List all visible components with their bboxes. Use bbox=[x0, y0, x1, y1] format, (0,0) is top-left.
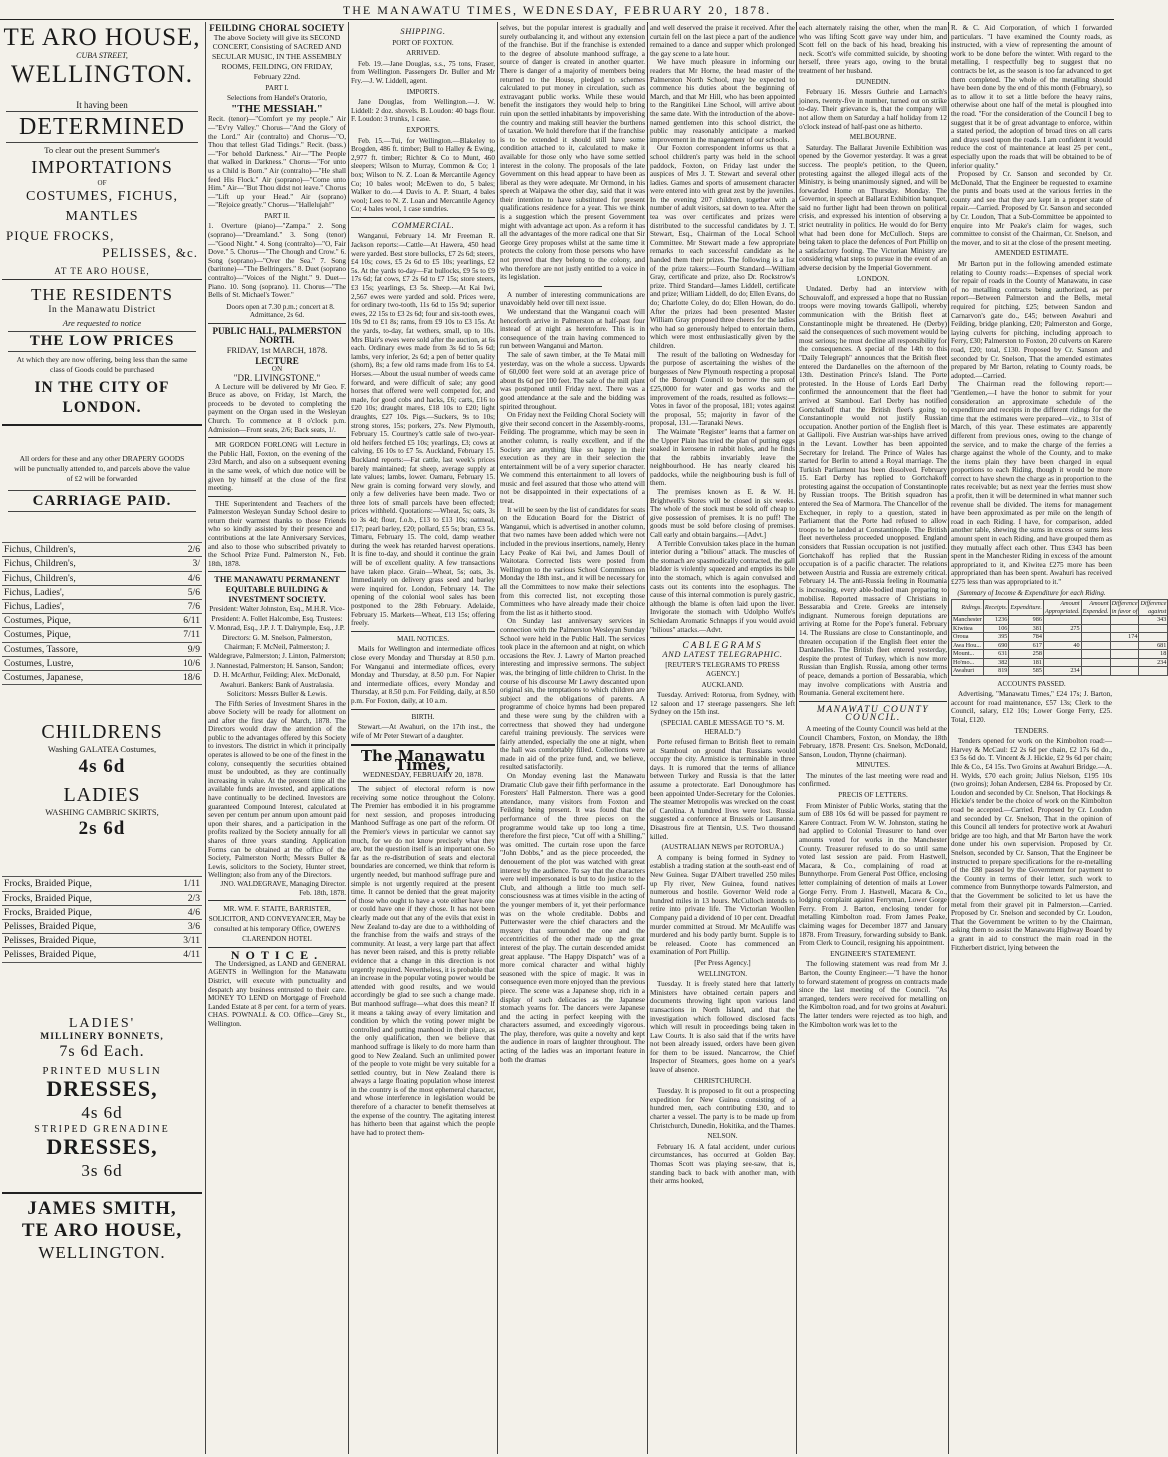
ad-james-smith: JAMES SMITH, bbox=[27, 1198, 177, 1220]
ad-dresses: DRESSES, bbox=[46, 1075, 158, 1101]
price-item-price: 4/6 bbox=[187, 572, 200, 584]
ad-house-name: TE ARO HOUSE, bbox=[3, 24, 201, 51]
price-item-name: Fichus, Children's, bbox=[4, 558, 76, 570]
price-list-fichus bbox=[2, 542, 202, 685]
paper-date: WEDNESDAY, FEBRUARY 20, 1878. bbox=[351, 771, 495, 783]
price-list-item bbox=[2, 877, 202, 891]
price-list-item bbox=[2, 600, 202, 614]
table-cell: 617 bbox=[1009, 641, 1044, 650]
notice-title: NOTICE. bbox=[230, 948, 324, 963]
column-rule bbox=[497, 22, 498, 1454]
table-cell: Oroua bbox=[952, 633, 984, 642]
table-cell bbox=[1081, 633, 1110, 642]
price-item-price: 3/11 bbox=[183, 935, 200, 947]
ad-of: OF bbox=[97, 178, 107, 187]
dunedin-label: DUNEDIN. bbox=[855, 77, 891, 86]
section-shipping: SHIPPING. bbox=[400, 27, 446, 36]
price-item-price: 6/11 bbox=[183, 615, 200, 627]
table-header-cell: Expenditure. bbox=[1009, 600, 1044, 616]
paper-title: The Manawatu Times, bbox=[360, 747, 486, 774]
ad-at-te-aro: AT TE ARO HOUSE, bbox=[54, 266, 150, 277]
price-item-name: Fichus, Children's, bbox=[4, 544, 76, 556]
birth-text: Stewart.—At Awahuri, on the 17th inst., the wife of Mr Peter Stewart of a daughter. bbox=[351, 723, 495, 740]
ad-pelisses: PELISSES, &c. bbox=[102, 245, 198, 261]
price-list-item bbox=[2, 614, 202, 628]
price-item-price: 4/11 bbox=[183, 949, 200, 961]
table-cell: 681 bbox=[1139, 641, 1168, 650]
ad-price-grenadine: 3s 6d bbox=[81, 1161, 123, 1181]
exports-text: Feb. 15.—Tui, for Wellington.—Blakeley to Brogden, 486 ft. timber; Bull to Halley & Ewing, 2,977 ft. timber; Richter & Co to Munt, 460 sleepers; Wilson to Murray, Common & Co; 1 box; Wilson to N. Z. Loan & Mercantile Agency Co; 10 bales wool; McEwen to do, 5 bales; Walker to do.—4 Davis to A. P. Stuart, 4 bales wool; Lees to N. Z. Loan and Mercantile Agency Co; 4 bales wool, 1 case sundries. bbox=[351, 136, 495, 214]
price-item-name: Frocks, Braided Pique, bbox=[4, 906, 92, 918]
precis-label: PRECIS OF LETTERS. bbox=[838, 791, 908, 800]
ad-city: WELLINGTON. bbox=[10, 60, 194, 88]
table-cell bbox=[1110, 641, 1139, 650]
table-cell: Awahuri bbox=[952, 667, 984, 676]
table-cell bbox=[1110, 616, 1139, 625]
table-cell: 18 bbox=[1139, 650, 1168, 659]
price-item-name: Costumes, Japanese, bbox=[4, 671, 84, 683]
mail-label: MAIL NOTICES. bbox=[396, 634, 450, 643]
on-label: ON bbox=[271, 365, 283, 374]
price-list-item bbox=[2, 543, 202, 557]
london-text: Undated. Derby had an interview with Schouvaloff, and expressed a hope that no Russian troops were moving towards Gallipoli, whereby communication with the British fleet at Constantinople might be threatened. He (Derby) said the consequences of such movement would be most serious; he must decline all responsibility for the consequences. A special of the 14th to this "Daily Telegraph" announces that the British fleet entered the Dardanelles on the afternoon of the 13th. Destination Prince's Island. The Porte protested. In the House of Lords Earl Derby confirmed the announcement that the fleet had arrived at Stamboul. Earl Derby has notified Gortchakoff that the British fleet's going to Constantinople would not justify Russian occupation. Another portion of the English fleet is at Gallipoli. Five Austrian war-ships have arrived in the Levant. Lowther has been appointed Secretary for Ireland. The Prince of Wales has started for Berlin to attend a Royal marriage. The Turkish Parliament has been dissolved. February 15. Earl Derby has replied to Gortchakoff protesting against the occupation of Constantinople by Russian troops. The British squadron has entered the Sea of Marmora. The Chancellor of the Exchequer, in reply to a question, stated in Parliament that the Porte had refused to allow troops to be landed at Constantinople. The British fleet nevertheless proceeded unopposed. England considers that Russian occupation is not justified. Gortchakoff has replied that the Russian occupation is of a pacific character. The relations between Austria and Russia are extremely critical. February 14. The anti-Russia feeling in Roumania is increasing, every able-bodied man preparing to mobilise. Reported massacre of Christians in Bessarabia and Crete. Greeks are intensely indignant. Numerous foreign deputations are arriving at Rome for the Pope's funeral. February 14. The Russians are close to Constantinople, and threaten occupation if the English fleet enter the Dardanelles. The British fleet entered yesterday, despite the protest of Turkey, which is now more Russian than English. Russia, among other terms of peace, demands a portion of Bessarabia, which may involve complications with Austria and Roumania. General excitement here. bbox=[799, 285, 947, 698]
special-label: (SPECIAL CABLE MESSAGE TO "S. M. HERALD.") bbox=[660, 718, 785, 736]
table-cell bbox=[1110, 658, 1139, 667]
table-header-cell: Amount Expended. bbox=[1082, 600, 1109, 615]
price-item-name: Costumes, Pique, bbox=[4, 629, 71, 641]
divider bbox=[2, 1192, 202, 1194]
table-cell: Manchester bbox=[953, 616, 982, 624]
ad-price-cambric: 2s 6d bbox=[78, 818, 126, 840]
australian-label: (AUSTRALIAN NEWS per ROTORUA.) bbox=[661, 843, 784, 852]
price-item-price: 3/ bbox=[192, 558, 200, 570]
ad-childrens: CHILDRENS bbox=[41, 721, 163, 744]
table-cell: Mount... bbox=[952, 650, 984, 659]
text-continued: R. & C. Aid Corporation, of which I forwarded particulars. "I have examined the County roads, as instructed, with a view of representing the amount of work to be done before the winter. With regard to the metalling, I respectfully beg to suggest that no contracts be let, as the season is too far advanced to get them completed. The whole of the metalling should have been done by the end of this month (February), so as to allow it to set a little before the heavy rains, otherwise about one half of the metal is ploughed into the road. "For the consideration of the Council I beg to suggest that it be of great advantage to enforce, within a stated period, the adoption of broad tires on all carts and drays used upon the roads. I am confident it would reduce the cost of maintenance at least 25 per cent., especially upon the roads that will be obtained to be of inferior quality." bbox=[951, 24, 1112, 170]
table-cell bbox=[1043, 658, 1081, 667]
table-cell: 395 bbox=[983, 633, 1009, 642]
lecture-text: A Lecture will be delivered by Mr Geo. F. Bruce as above, on Friday, 1st March, the proceeds to be devoted to completing the payment on the Organ used in the Wesleyan Church. To commence at 8 o'clock p.m. Admission—Front seats, 2/6; Back seats, 1/. bbox=[208, 382, 346, 434]
hall-title: PUBLIC HALL, PALMERSTON NORTH. bbox=[212, 326, 342, 345]
ad-carriage-paid: CARRIAGE PAID. bbox=[8, 490, 196, 512]
nelson-label: NELSON. bbox=[707, 1132, 738, 1141]
ad-importations: IMPORTATIONS bbox=[31, 156, 173, 177]
local-notice-1: A number of interesting communications are unavoidably held over till next issue. bbox=[500, 290, 645, 308]
ad-street: CUBA STREET, bbox=[76, 51, 128, 60]
price-item-price: 2/6 bbox=[187, 544, 200, 556]
table-row bbox=[952, 667, 1168, 676]
table-cell bbox=[1081, 667, 1110, 676]
section-council: MANAWATU COUNTY COUNCIL. bbox=[816, 704, 930, 724]
section-cablegrams: CABLEGRAMS bbox=[682, 641, 763, 652]
ad-residents: THE RESIDENTS bbox=[31, 284, 173, 304]
melbourne-text: Saturday. The Ballarat Juvenile Exhibition was opened by the Governor yesterday. It was a great success. The people's petition, to the Queen, protesting against the alleged illegal acts of the Ministry, is being unanimously signed, and will be forwarded Home on Thursday. Monday. The Governor, in speech at Ballarat Exhibition banquet, said no further light had been thrown on political crisis, and expressed his intention of observing a strict neutrality in politics. He would do for Berry what had been done for McCulloch. Steps are being taken to place the defences of Port Phillip on a satisfactory footing. The Victorian Ministry are considering what steps to pursue in the event of an adverse decision by the Imperial Government. bbox=[799, 143, 947, 273]
divider bbox=[208, 323, 346, 324]
section-commercial: COMMERCIAL. bbox=[391, 220, 455, 230]
table-cell bbox=[1081, 641, 1110, 650]
table-cell bbox=[1081, 616, 1110, 625]
table-cell: 631 bbox=[983, 650, 1009, 659]
society-text: The Fifth Series of Investment Shares in the above Society will be ready for allotment on and after the first day of March, 1878. The Directors would draw the attention of the public to the advantages offered by this Society to investors. The district in which it principally operates is allowed to be one of the finest in the colony, consequently the securities obtained must be undoubted, as they are continually increasing in value. At the present time all the available funds are invested, and applications have continually to be declined. Investors are guaranteed Compound Interest, calculated at seven per centum per annum upon amount paid upon their shares, and a participation in the profits realized by the Society annually for all shares of three years standing. Application Forms can be obtained at the office of the Society, Palmerston North; Messrs Buller & Lewis, solicitors to the Society, Hunter street, Wellington; also from any of the Directors. bbox=[208, 699, 346, 880]
table-cell: 275 bbox=[1043, 624, 1081, 633]
press-label: [Per Press Agency.] bbox=[694, 958, 751, 967]
table-cell: 585 bbox=[1009, 667, 1044, 676]
melbourne-label: MELBOURNE. bbox=[849, 133, 897, 142]
imports-text: Jane Douglas, from Wellington.—J. W. Liddell: 2 doz. shovels. B. Loudon: 40 bags flour. F. Loudon: 3 trunks, 1 case. bbox=[351, 98, 495, 124]
price-item-price: 9/9 bbox=[187, 643, 200, 655]
part-2-label: PART II. bbox=[264, 211, 290, 220]
staite-notice: MR. WM. F. STAITE, BARRISTER, SOLICITOR, AND CONVEYANCER, May be consulted at his temporary Office, OWEN'S CLARENDON HOTEL bbox=[208, 905, 346, 944]
column-1-advertisement bbox=[2, 24, 202, 1452]
divider bbox=[650, 637, 795, 638]
section-latest: AND LATEST TELEGRAPHIC. bbox=[662, 649, 783, 659]
table-cell bbox=[1110, 650, 1139, 659]
divider bbox=[208, 571, 346, 572]
table-cell bbox=[1043, 650, 1081, 659]
table-cell bbox=[1139, 633, 1168, 642]
table-cell: 40 bbox=[1043, 641, 1081, 650]
london-label: LONDON. bbox=[856, 274, 890, 283]
table-cell bbox=[1139, 667, 1168, 676]
table-header-cell: Ridings. bbox=[952, 600, 984, 616]
local-notice-schools: We have much pleasure in informing our readers that Mr Horne, the head master of the Palmerston North School, may be expected to commence his duties about the beginning of March, and that Mr Hill, who has been appointed to the Rangitikei Line School, will arrive about the same date. With the introduction of the above-named gentlemen into this school district, the public may reasonably anticipate a marked improvement in the management of our schools. bbox=[650, 58, 795, 144]
tenders-text: Tenders opened for work on the Kimbolton road:—Harvey & McCaul: £2 2s 6d per chain, £2 17s 6d do., £3 5s 6d do. T. Vincent & J. Hickie, £2 9s 6d per chain; Ihle & Co., £4 15s. Two Groins at Awahuri Bridge.—A. H. Wylds, £70 each groin; Julius Nielson, £195 10s (two groins); Johan Andersen, £284 6s. Proposed by Cr. Loudon and seconded by Cr. Snelson, That Hockings & Hickie's tender be the choice of work on the Kimbolton road be accepted.—Carried. Proposed by Cr. Loudon and seconded by Cr. Snelson, That in the opinion of this Council all tenders for protective work at Awahuri bridge are too high, and that Mr Barton have the work done under his own supervision. Proposed by Cr. Snelson, seconded by Cr. Sanson, That the Engineer be instructed to prepare specifications for the re-metalling of the £88 passed by the Government for payment to the County in terms of their letter, such work to commence from Bunnythorpe towards Palmerston, and that the Government be solicited to let us have the metal from their gravel pit in Palmerston.—Carried. Proposed by Cr. Snelson and seconded by Cr. Loudon, That the Government be written to by the Chairman, asking them to assist the Manawatu Highway Board by a grant in aid to construct the main road in the Fitzherbert district, lying between the bbox=[951, 737, 1112, 952]
price-item-name: Fichus, Children's, bbox=[4, 572, 76, 584]
table-header-cell: Amount Appropriated. bbox=[1044, 600, 1080, 615]
table-cell: 690 bbox=[983, 641, 1009, 650]
part-1-label: PART I. bbox=[265, 83, 289, 92]
forlong-notice: MR GORDON FORLONG will Lecture in the Public Hall, Foxton, on the evening of the 23rd March, and also on a subsequent evening in the same week, of which due notice will be given by himself at the close of the first meeting. bbox=[208, 441, 346, 493]
price-list-item bbox=[2, 628, 202, 642]
ad-city-london: IN THE CITY OF LONDON. bbox=[34, 379, 170, 417]
table-cell: 382 bbox=[983, 658, 1009, 667]
messiah-title: "THE MESSIAH." bbox=[231, 102, 323, 115]
table-cell bbox=[1110, 667, 1139, 676]
doors-open: Doors open at 7.30 p.m.; concert at 8. Admittance, 2s 6d. bbox=[226, 302, 335, 320]
amended-label: AMENDED ESTIMATE. bbox=[994, 249, 1069, 258]
ad-price-galatea: 4s 6d bbox=[78, 755, 126, 777]
divider bbox=[208, 496, 346, 497]
arrived-text: Feb. 19.—Jane Douglas, s.s., 75 tons, Fraser, from Wellington. Passengers Dr. Buller and Mr Fry.—J. W. Liddell, agent. bbox=[351, 59, 495, 85]
ad-at-which: At which they are now offering, being less than the same class of Goods could be purchased bbox=[16, 355, 188, 375]
ad-to-clear: To clear out the present Summer's bbox=[44, 145, 160, 156]
price-item-price: 5/6 bbox=[187, 586, 200, 598]
ad-requested: Are requested to notice bbox=[62, 317, 142, 328]
price-list-frocks bbox=[2, 876, 202, 962]
accounts-label: ACCOUNTS PASSED. bbox=[997, 679, 1066, 688]
divider bbox=[2, 424, 202, 426]
table-row bbox=[952, 650, 1168, 659]
table-row bbox=[952, 616, 1168, 625]
special-text: Porte refused firman to British fleet to remain at Stamboul on ground that Russians would occupy the city. Armistice is terminable in three days. It is rumored that the terms of alliance between Turkey and Russia is that the latter assume a protectorate. Earl Donoughmore has been appointed Under-Secretary for the Colonies. The steamer Metropolis was wrecked on the coast of Carolina. A hundred lives were lost. Russia suggested a conference at Brussels or Lausanne. Disastrous fire at Tientsin, U.S. Two thousand killed. bbox=[650, 738, 795, 841]
price-list-item bbox=[2, 557, 202, 571]
table-cell: 1236 bbox=[983, 616, 1009, 625]
table-cell: 174 bbox=[1110, 633, 1139, 642]
column-5-telegraphic bbox=[650, 24, 795, 1452]
price-list-item bbox=[2, 920, 202, 934]
society-officers: President: Walter Johnston, Esq., M.H.R. Vice-President: A. Follet Halcombe, Esq. Trustees: V. Monrad, Esq., J.P. J. T. Dalrymple, Esq., J.P. Directors: G. M. Snelson, Palmerston, Chairman; F. McNeil, Palmerston; J. Waldegrave, Palmerston; J. Linton, Palmerston; J. Nannestad, Palmerston; H. Sanson, Sandon; D. H. McArthur, Feilding; Alex. McDonald, Awahuri. Bankers: Bank of Australasia. Solicitors: Messrs Buller & Lewis. bbox=[208, 605, 346, 699]
price-item-price: 3/6 bbox=[187, 920, 200, 932]
price-item-name: Frocks, Braided Pique, bbox=[4, 878, 92, 890]
auckland-label: AUCKLAND. bbox=[701, 680, 744, 689]
price-list-item bbox=[2, 572, 202, 586]
column-7-council-cont bbox=[951, 24, 1167, 1452]
reuter-label: [REUTER'S TELEGRAMS TO PRESS AGENCY.] bbox=[665, 661, 780, 678]
price-item-price: 18/6 bbox=[182, 671, 200, 683]
column-2-notices bbox=[208, 24, 346, 1452]
engineer-text: The following statement was read from Mr J. Barton, the County Engineer:—"I have the honor to forward statement of progress on contracts made since the last meeting of the Council. "As arranged, tenders were received for metalling on the Kimbolton road, and for two groins at Awahuri. The latter tenders were rejected as too high, and the Kimbolton work was let to the bbox=[799, 960, 947, 1029]
mail-text: Mails for Wellington and intermediate offices close every Monday and Thursday at 8.50 p.m. For Wanganui and intermediate offices, every Monday and Thursday, at 8.50 p.m. For Napier and intermediate offices, every Monday and Thursday, at 8.50 p.m. For Feilding, daily, at 8.50 p.m. For Foxton, daily, at 10 a.m. bbox=[351, 645, 495, 705]
ad-determined: DETERMINED bbox=[6, 111, 198, 143]
society-title: THE MANAWATU PERMANENT EQUITABLE BUILDING & INVESTMENT SOCIETY. bbox=[214, 575, 340, 605]
divider bbox=[208, 437, 346, 438]
commercial-text: Wanganui, February 14. Mr Freeman R. Jackson reports:—Cattle—At Hawera, 450 head were yarded. Best store bullocks, £7 2s 6d; steers, £4 10s; cows, £5 2s 6d to £5 10s; yearlings, £2 5s. At the yards to-day—Fat bullocks, £9 5s to £9 17s 6d; fat cows, £7 2s 6d to £7 15s; store steers, £3 15s; yearlings, £3 5s. Sheep.—At Kai Iwi, 2,567 ewes were yarded and sold. Prices were, for ordinary two-tooth, 11s 6d to 15s 9d; superior ewes, 22 15s to £3 2s 6d; four and six-tooth ewes, 10s 9d to £1 8s; rams, from £9 10s to £3 15s. At the yards, to-day, fat wethers, small, up to 10s. Mrs Blair's ewes were sold after the auction, at 6s each. Ordinary ewes made from 3s 6d to 5s 6d; lambs, very inferior, 2s 6d; a pen of better quality (shorn), 8s; a few old rams made from 16s to £4. Horses.—About the usual number of weeds came forward, and were difficult of sale; any good horses that offered were well competed for, and made, for good cobs and hacks, £6; carts, £16 to £20 10s; draught mares, £18 10s to £20; light draughts, £27 10s. Pigs.—Suckers, 9s to 10s; strong stores, 15s; porkers, 27s. New Plymouth, February 15. Courtney's cattle sale of two-year-old heifers fetched £5 10s; yearlings, £3; cows at calving, £6 10s to £7 5s. Auckland, February 15. Buckland reports:—Fat cattle, last week's prices barely maintained; fat sheep, average supply at late values; lambs, lower. Oamaru, February 15. New grain is coming forward very slowly, and only a few deliveries have been made. Two or three lots of small parcels have been effected; prices withheld. Quotations:—Wheat, 5s; oats, 3s to 3s 4d; flour, f.o.b., £13 to £13 10s; oatmeal, £17; pearl barley, £20; pollard, £5 5s; bran, £3 5s. Timaru, February 15. The cold, damp weather during the week has retarded harvest operations. It is fine to-day, and should it continue the grain will be of excellent quality. A few transactions have taken place. Grain—Wheat, 5s; oats, 3s. Immediately on delivery grass seed and barley were inquired for. London, February 14. The opening of the colonial wool sales has been postponed to the 28th February. Adelaide, February 15. Markets—Wheat, £13 15s; offering freely. bbox=[351, 232, 495, 628]
divider bbox=[544, 286, 602, 287]
notice-text: The Undersigned, as LAND and GENERAL AGENTS in Wellington for the Manawatu District, will execute with punctuality and despatch any business entrusted to their care. MONEY TO LEND on Mortgage of Freehold Landed Estate at 8 per cent. for a term of years. CHAS. POWNALL & CO. Office—Grey St., Wellington. bbox=[208, 959, 346, 1028]
table-cell: 819 bbox=[983, 667, 1009, 676]
wellington-text: Tuesday. It is freely stated here that latterly Ministers have obtained certain papers and documents throwing light upon various land transactions in North Island, and that the investigation which followed disclosed facts which will result in proceedings being taken in Law Courts. It is also said that if the writs have not been already issued, orders have been given for them to be issued. Nancarrow, the Chief Inspector of Steamers, goes home on a year's leave of absence. bbox=[650, 980, 795, 1075]
ad-it-having: It having been bbox=[76, 99, 128, 110]
selections-label: Selections from Handel's Oratorio, bbox=[227, 94, 327, 103]
council-motions: Proposed by Cr. Sanson and seconded by Cr. McDonald, That the Engineer be requested to examine the punts and boats used at the various ferries in the county and see that they are kept in a proper state of repair.—Carried. Proposed by Cr. Sanson and seconded by Cr. Loudon, That a Sub-Committee be appointed to enquire into Mr Peake's claim for wages, such committee to consist of the Chairman, Cr. Snelson, and the mover, and to sit at the close of the present meeting. bbox=[951, 170, 1112, 247]
editorial-text: The subject of electoral reform is now receiving some notice throughout the Colony. The Premier has embodied it in his programme for next session, and proposes introducing Manhood Suffrage as one part of the reform. Of the Premier's views in particular we cannot say much, for we do not know precisely what they are, but the question itself is an important one. So far as the re-distribution of seats and electoral boundaries are concerned, we think that reform is urgently needed, but manhood suffrage pure and simple is not urgently required at the present time. It cannot be denied that the great majority of those who ought to have a vote either have one or could have one if they chose. It has not been clearly made out that any of the evils that exist in New Zealand to-day are due to a withholding of the franchise from the waifs and strays of the community. At least, a very large part that affect has never been raised, and this is pretty reliable evidence that a change in this direction is not urgently required. Nevertheless, it is probable that an increase in the popular voting power would be attended with good results, and we would accordingly be glad to see such a change made. But manhood suffrage—what does this mean? If it means a taking away of every limitation and condition by which the voting power might be controlled and putting manhood in their place, as the only qualification, then we believe that manhood suffrage is likely to do more harm than good to New Zealand. Such an unlimited power of the people to vote might be very suitable for a settled country, but in New Zealand there is always a large floating population whose interest in the country is of the most ephemeral character, and whose interference in legislation would be therefore of a character to benefit themselves at the expense of the country. The agitating interest has hitherto been that against which the people have had to protect them- bbox=[351, 785, 495, 1137]
wellington-label: WELLINGTON. bbox=[697, 969, 748, 978]
table-cell bbox=[1043, 616, 1081, 625]
divider bbox=[799, 701, 947, 702]
council-text: A meeting of the County Council was held at the Council Chambers, Foxton, on Monday, the 18th February, 1878. Present: Crs. Snelson, McDonald, Sanson, Loudon, Thynne (chairman). bbox=[799, 724, 947, 759]
exports-label: EXPORTS. bbox=[406, 125, 440, 134]
auckland-text: Tuesday. Arrived: Rotorua, from Sydney, with 12 saloon and 17 steerage passengers. She left Sydney on the 15th inst. bbox=[650, 691, 795, 717]
choral-title: FEILDING CHORAL SOCIETY bbox=[209, 23, 345, 33]
birth-label: BIRTH. bbox=[411, 712, 435, 721]
ad-dresses-2: DRESSES, bbox=[46, 1134, 158, 1160]
local-notice-3: The sale of sawn timber, at the Te Matai mill yesterday, was on the whole a success. Upwards of 60,000 feet were sold at an average price of about 8s 6d per 100 feet. The sale of the mill plant was postponed until Friday next. There was a good attendance at the sale and the bidding was spirited throughout. bbox=[500, 350, 645, 411]
price-item-price: 10/6 bbox=[182, 657, 200, 669]
column-rule bbox=[647, 22, 648, 1454]
local-notice-plymouth: The result of the balloting on Wednesday for the purpose of ascertaining the wishes of the burgesses of New Plymouth respecting a proposal of the Borough Council to borrow the sum of £25,0000 for water and gas works and the improvement of the roads, resulted as follows:—Votes in favor of the proposal, 181; votes against the proposal, 55; majority in favor of the proposal, 131.—Taranaki News. bbox=[650, 350, 795, 428]
table-cell: 258 bbox=[1009, 650, 1044, 659]
price-item-price: 7/11 bbox=[183, 629, 200, 641]
ad-low-prices: THE LOW PRICES bbox=[8, 331, 196, 352]
table-cell bbox=[1081, 624, 1110, 633]
local-notice-7: On Monday evening last the Manawatu Dramatic Club gave their fifth performance in the Foresters' Hall Palmerston. There was a good attendance, many visitors from Foxton and Feilding being present. It was found that the performance of the three pieces on the programme would take up too long a time, therefore the first piece, "Cut off with a Shilling," was omitted. The curtain rose upon the farce "John Dobbs," and as the piece proceeded, the denouement of the plot was watched with great interest by the audience. To say that the characters were well impersonated is but to do justice to the Club, and although a little too much self-consciousness was at times visible in the acting of the younger members of it, yet their performance was on the whole creditable. Dobbs and Putterwaster were the chief characters and the mystery that surrounded the one and the eccentricities of the other made up the great interest of the play. The curtain descended amidst great applause. "The Happy Dispatch" was of a more comical character and withal highly seasoned with the spice of magic. It was in consequence even more enjoyed than the previous piece. The scene was a Japanese shop, rich in a display of such delicacies as the Japanese stomach yearns for. The dancers were Japanese and the acting in perfect keeping with the characters assumed, and exceedingly vigorous. The play, therefore, was quite a novelty and kept the audience in roars of laughter throughout. The acting of the ladies was an important feature in both the dramas bbox=[500, 772, 645, 1064]
imports-label: IMPORTS. bbox=[406, 87, 440, 96]
ad-millinery: MILLINERY BONNETS, bbox=[40, 1031, 164, 1042]
local-notice-2: We understand that the Wanganui coach will henceforth arrive in Palmerston at half-past four instead of at night as heretofore. This is in consequence of the train having commenced to run between Wanganui and Marton. bbox=[500, 308, 645, 351]
table-cell: Awa Hou... bbox=[952, 641, 984, 650]
price-list-item bbox=[2, 892, 202, 906]
ad-in-district: In the Manawatu District bbox=[48, 304, 156, 315]
column-rule bbox=[205, 22, 206, 1454]
table-header-row bbox=[952, 600, 1168, 616]
tenders-label: TENDERS. bbox=[1014, 726, 1049, 735]
ad-wellington: WELLINGTON. bbox=[38, 1243, 166, 1263]
lecture-label: LECTURE bbox=[255, 355, 299, 366]
ad-ladies-2: LADIES' bbox=[68, 1015, 136, 1031]
table-row bbox=[952, 633, 1168, 642]
table-row bbox=[952, 658, 1168, 667]
editorial-continued: selves, but the popular interest is gradually and surely outbalancing it, and without any extension of the franchise. But if the franchise is extended to the degree of absolute manhood suffrage, a source of danger is created in another quarter. There is danger of a majority of members being returned to the House, pledged to schemes calculated to put money in circulation, such as extravagant public works. While these would benefit the instigators they would help to bring ruin upon the settled inhabitants by impoverishing the country and making still heavier the burthens of taxation. We hold therefore that if the franchise is to be extended it should still have some condition attached to it, calculated to make it available for those only who have some settled interest in the colony. The proposals of the late Government on this head appear to have been as liberal as they were adequate. Mr Ormond, in his speech at Waipawa the other day, said that it was their intention to have substituted for present qualifications residence for a year. This we think is a suggestion which the present Government might with advantage act upon. As a reform it has all the advantages of the more radical one that Sir George Grey proposes whilst at the same time it protects the colony from those persons who have not proved that they belong to the colony, and who therefore are not justly entitled to a voice in its legislation. bbox=[500, 24, 645, 282]
engineer-label: ENGINEER'S STATEMENT. bbox=[830, 949, 916, 958]
price-item-name: Costumes, Pique, bbox=[4, 615, 71, 627]
amended-text: Mr Barton put in the following amended estimate relating to County roads:—Expenses of special work for repair of roads in the County of Manawatu, in case of no metalling contracts being authorized, as per report—Between Palmerston and the Bells, metal required for pitching, £25; between Sandon and Carnarvon's gate do., £45; between Awahuri and Feilding, bridge planking, £20; Palmerston and Gorge, laying culverts for pitching, including approach to Ferry, £30; Palmerston to Foxton, 20 culverts on Karere road, £20; total, £130. Proposed by Cr. Sanson and seconded by Cr. Snelson, That the amended estimates prepared by Mr Barton, relating to County roads, be adopted.—Carried. bbox=[951, 260, 1112, 380]
program-part-2: 1. Overture (piano)—"Zampa." 2. Song (soprano)—"Dreamland." 3. Song (tenor)—"Good Night." 4. Song (contralto)—"O, Fair Dove." 5. Chorus—"The Chough and Crow." 6. Song (soprano)—"Over the Sea." 7. Song (baritone)—"The Bellringers." 8. Duet (soprano contralto)—"Voices of the Night." 9. Duet—Piano. 10. Song (soprano). 11. Chorus—"The Bells of St. Michael's Tower." bbox=[208, 222, 346, 300]
ad-printed-muslin: PRINTED MUSLIN bbox=[42, 1065, 162, 1078]
table-cell: 234 bbox=[1139, 658, 1168, 667]
price-item-name: Frocks, Braided Pique, bbox=[4, 892, 92, 904]
price-item-name: Costumes, Lustre, bbox=[4, 657, 74, 669]
column-rule bbox=[796, 22, 797, 1454]
ad-pique: PIQUE FROCKS, bbox=[6, 228, 115, 244]
riding-summary-table bbox=[951, 599, 1168, 676]
ad-orders: All orders for these and any other DRAPERY GOODS will be punctually attended to, and parcels above the value of £2 will be forwarded bbox=[14, 454, 190, 484]
ad-washing-cambric: WASHING CAMBRIC SKIRTS, bbox=[45, 806, 159, 817]
price-list-item bbox=[2, 643, 202, 657]
minutes-text: The minutes of the last meeting were read and confirmed. bbox=[799, 771, 947, 789]
hall-date: FRIDAY, 1st MARCH, 1878. bbox=[226, 345, 328, 356]
table-cell: Ho'mo... bbox=[952, 658, 984, 667]
table-cell: 181 bbox=[1009, 658, 1044, 667]
table-cell bbox=[1043, 633, 1081, 642]
table-caption: (Summary of Income & Expenditure for each Riding. bbox=[957, 588, 1106, 597]
price-list-item bbox=[2, 657, 202, 671]
divider bbox=[351, 744, 495, 746]
column-3-shipping bbox=[351, 24, 495, 1452]
table-cell bbox=[1081, 650, 1110, 659]
local-notice-6: On Sunday last anniversary services in connection with the Palmerston Wesleyan Sunday School were held in the Public Hall. The services took place in the afternoon and at night, on which occasions the Rev. J. Lawry of Marton preached interesting and impressive sermons. The subject was, the bringing of little children to Christ. In the course of his discourse Mr Lawry descanted upon original sin, the temptations to which children are subject and the obligations of parents. A programme of choice hymns had been prepared and these were sung by the children with a correctness that showed they had undergone careful training previously. The services were fairly attended, especially the one at night, when the hall was comfortably filled. Collections were made in aid of the prize fund, and, we believe, resulted satisfactorily. bbox=[500, 617, 645, 772]
choral-text: The above Society will give its SECOND CONCERT, Consisting of SACRED AND SECULAR MUSIC, IN THE ASSEMBLY ROOMS, FEILDING, ON FRIDAY, February 22nd. bbox=[211, 32, 343, 81]
text-continued: and well deserved the praise it received. After the curtain fell on the last piece a part of the audience remained to a dance and supper which prolonged the gay scene to a late hour. bbox=[650, 24, 795, 58]
program-part-1: Recit. (tenor)—"Comfort ye my people." Air—"Ev'ry Valley." Chorus—"And the Glory of the Lord." Air (contralto) and Chorus—"O, Thou that tellest Glad Tidings." Recit. (bass.)—"For behold Darkness." Air—"The People that walked in Darkness." Chorus—"For unto us a Child is Born." Air (contralto)—"He shall feed His Flock." Air (soprano)—"Come unto Him." Air—"But Thou didst not leave." Chorus—"Lift up your Head." Air (soprano)—"Rejoice greatly." Chorus—"Hallelujah!" bbox=[208, 115, 346, 210]
divider bbox=[351, 631, 495, 632]
price-item-price: 2/3 bbox=[187, 892, 200, 904]
superintendent-notice: THE Superintendent and Teachers of the Palmerston Wesleyan Sunday School desire to return their warmest thanks to those Friends who so kindly assisted by their presence and contributions at the late Anniversary Services, and also to those who subscribed privately to the School Prize Fund. Palmerston N., Feb. 18th, 1878. bbox=[208, 499, 346, 568]
ad-striped: STRIPED GRENADINE bbox=[34, 1123, 170, 1135]
table-cell: 784 bbox=[1009, 633, 1044, 642]
livingstone-title: "DR. LIVINGSTONE." bbox=[233, 372, 321, 383]
price-item-price: 7/6 bbox=[187, 600, 200, 612]
divider bbox=[351, 709, 495, 710]
price-item-price: 4/6 bbox=[187, 906, 200, 918]
table-row bbox=[952, 624, 1168, 633]
local-notice-foxton: Our Foxton correspondent informs us that a school children's party was held in the school paddock, Foxton, on Friday last under the auspices of Mrs J. T. Stewart and several other ladies. Games and sports of amusement character were entered into with great zest by the juveniles. In the evening 207 children, together with a number of adult visitors, sat down to tea. After the tea was over certificates and prizes were distributed to the successful candidates by J. T. Stewart, Esq., Chairman of the Local School Committee. Mr Stewart made a few appropriate remarks to each successful candidate as he handed them their prizes. The following is a list of the prize takers:—Fourth Standard—William Gray, certificate and prize, also Dr. Rockstrow's prize. Third Standard—James Liddell, certificate and prize; William Liddell, do do; Ellen Evans, do do; Charlotte Coley, do do; Ellen Howan, do do. After the prizes had been presented Master William Gray proposed three cheers for the ladies who had so generously helped to entertain them, which were most enthusiastically given by the children. bbox=[650, 144, 795, 350]
divider bbox=[351, 217, 495, 218]
table-cell bbox=[1110, 624, 1139, 633]
accounts-text: Advertising, "Manawatu Times," £24 17s; J. Barton, account for road maintenance, £57 13s; Clerk to the Council, salary, £12 10s; Lower Gorge Ferry, £25. Total, £120. bbox=[951, 690, 1112, 725]
table-body bbox=[952, 616, 1168, 676]
column-6-council bbox=[799, 24, 947, 1452]
price-item-price: 1/11 bbox=[183, 878, 200, 890]
australian-text: A company is being formed in Sydney to establish a trading station at the south-east end of New Guinea. Sugar D'Albert travelled 250 miles up Fly river, New Guinea, found natives numerous and hostile. Governor Weld rode a hundred miles in 13 hours. McCulloch intends to retire into private life. The Victorian Woollen Company paid a dividend of 10 per cent. Dreadful murder committed at Stroud. Mr McAuliffe was murdered and his body partly burnt. Supple is to be released. Coote has commenced an examination of Port Phillip. bbox=[650, 853, 795, 957]
price-item-name: Fichus, Ladies', bbox=[4, 586, 65, 598]
price-item-name: Pelisses, Braided Pique, bbox=[4, 935, 97, 947]
ad-costumes: COSTUMES, FICHUS, MANTLES bbox=[26, 189, 178, 225]
christchurch-label: CHRISTCHURCH. bbox=[693, 1076, 752, 1085]
column-4-local-news bbox=[500, 24, 645, 1452]
ad-washing-galatea: Washing GALATEA Costumes, bbox=[47, 744, 157, 755]
divider bbox=[2, 279, 202, 280]
table-cell bbox=[1081, 658, 1110, 667]
table-header-cell: Difference against bbox=[1140, 600, 1167, 615]
column-rule bbox=[348, 22, 349, 1454]
price-item-name: Pelisses, Braided Pique, bbox=[4, 920, 97, 932]
price-list-item bbox=[2, 906, 202, 920]
price-list-item bbox=[2, 934, 202, 948]
table-row bbox=[952, 641, 1168, 650]
minutes-label: MINUTES. bbox=[856, 761, 890, 770]
price-item-name: Costumes, Tassore, bbox=[4, 643, 79, 655]
local-notice-stores: The premises known as E. & W. H. Brightwell's Stores will be closed in six weeks. The whole of the stock must be sold off cheap to give possession of premises. It is no puff! The goods must be sold before closing of premises. Call early and obtain bargains.—[Advt.] bbox=[650, 488, 795, 540]
ad-price-muslin: 4s 6d bbox=[81, 1102, 123, 1122]
arrived-label: ARRIVED. bbox=[406, 49, 440, 58]
column-rule bbox=[948, 22, 949, 1454]
price-list-item bbox=[2, 586, 202, 600]
price-list-item bbox=[2, 671, 202, 685]
port-label: PORT OF FOXTON. bbox=[392, 38, 454, 47]
christchurch-text: Tuesday. It is proposed to fit out a prospecting expedition for New Guinea consisting of a hundred men, each contributing £30, and to charter a vessel. The party is to be made up from Christchurch, Dunedin, Hokitika, and the Thames. bbox=[650, 1087, 795, 1130]
table-cell: 106 bbox=[983, 624, 1009, 633]
ad-te-aro-house: TE ARO HOUSE, bbox=[21, 1220, 183, 1242]
ad-ladies: LADIES bbox=[63, 783, 141, 806]
dunedin-text: February 16. Messrs Guthrie and Larnach's joiners, twenty-five in number, turned out on strike to-day. Their grievance is, that the company will not allow them on Saturday a half holiday from 12 o'clock instead of half-past one as hitherto. bbox=[799, 88, 947, 131]
local-notice-rabbits: The Waimate "Register" learns that a farmer on the Upper Plain has tried the plan of putting eggs soaked in kerosene in rabbit holes, and he finds that the rabbits invariably leave the neighbourhood. He has nearly cleared his paddocks, while the neighbouring bush is full of them. bbox=[650, 427, 795, 488]
local-notice-4: On Friday next the Feilding Choral Society will give their second concert in the Assembly-rooms, Feilding. The programme, which may be seen in another column, is really excellent, and if the Society are anything like so happy in their execution as they are in their selection the entertainment will be of a very superior character. We commend this entertainment to all lovers of music and feel assured that those who attend will not be disappointed in their expectations of a treat. bbox=[500, 411, 645, 506]
table-cell: 343 bbox=[1139, 616, 1168, 625]
price-list-item bbox=[2, 948, 202, 962]
table-cell: Kiwitea bbox=[952, 624, 984, 633]
divider bbox=[208, 900, 346, 901]
ad-price-millinery: 7s 6d Each. bbox=[59, 1043, 145, 1061]
table-header-cell: Difference in favor of bbox=[1111, 600, 1138, 615]
page-masthead: THE MANAWATU TIMES, WEDNESDAY, FEBRUARY 20, 1878. bbox=[0, 0, 1114, 20]
local-notice-schnapps: A Terrible Convulsion takes place in the human interior during a "bilious" attack. The muscles of the stomach are spasmodically contracted, the gall bladder is violently squeezed and empties its bile into the stomach, which is again convulsed and casts out its contents into the esophagus. The cause of this internal commotion is purely gastric, although the blame is often laid upon the liver. Invigorate the stomach with Udolpho Wolfe's Schiedam Aromatic Schnapps if you would avoid "bilious" attacks.—Advt. bbox=[650, 539, 795, 634]
table-header-cell: Receipts. bbox=[983, 600, 1009, 616]
precis-text: From Minister of Public Works, stating that the sum of £88 10s 6d will be passed for payment re Karere Contract. From W. W. Johnston, stating he had applied to Colonial Treasurer to hand over amounts voted for works in the Manchester County. Treasurer refused to do so until same voted last session are paid. From Hastwell, Macara, & Co., complaining of road at Bunnythorpe. From General Post Office, enclosing letter complaining of detention of mails at Lower Gorge Ferry. From J. Hastwell, Macara & Co., lodging complaint against Ferryman, Lower Gorge Ferry. From J. Barton, enclosing tender for metalling Kimbolton road. From James Peake, claiming wages for December 1877 and January 1878. From Treasury, forwarding subsidy to Bank. From Clerk to Council, resigning his appointment. bbox=[799, 801, 947, 948]
table-cell bbox=[1139, 624, 1168, 633]
price-item-name: Fichus, Ladies', bbox=[4, 600, 65, 612]
price-item-name: Pelisses, Braided Pique, bbox=[4, 949, 97, 961]
society-signature: JNO. WALDEGRAVE, Managing Director. Feb. 18th, 1878. bbox=[220, 879, 346, 897]
local-notice-5: It will be seen by the list of candidates for seats on the Education Board for the District of Wanganui, which is advertised in another column, that two names have been added which were not included in the previous insertions, namely, Henry Lacy Peake of Kai Iwi, and James Doull of Waitotara. Corrected lists were posted from Wellington to the various School Committees on Monday the 18th inst., and it will be necessary for all the Committees to now make their selections from this corrected list, not excepting those Committees who have already made their choice from the list as it hitherto stood. bbox=[500, 505, 645, 617]
chairman-report: The Chairman read the following report:— "Gentlemen,—I have the honor to submit for your consideration an approximate schedule of the expenditure and receipts in the different ridings for the time that the estimates were prepared—viz., to 31st of March, of this year. These estimates are apparently different from previous ones, owing to the change of the service, and to make the charge of the ferries a charge against the whole of the County, and to make the items plain they have been charged in equal proportions to each Riding, though it would be more correct to have shewn the charge as in proportion to the rates receivable; but as next year the ferries must show a profit, then it will be determined in what manner such revenue shall be divided. The items for management have been approximated as per mile on the length of road in each Riding. I have, for comparison, added another table, shewing the sums in excess or sums less amount spent in each Riding, and have grouped them as they mutually affect each other. Thus £343 has been spent in the Manchester Riding in excess of the amount appropriated to it, and Kiwitea £275 more has been appropriated than has been spent. Awahuri has received £275 less than was appropriated to it." bbox=[951, 380, 1112, 586]
text-continued: each alternately raising the other, when the man who was lifting Scott gave way under him, and Scott fell on the back of his head, breaking his neck. Scott's wife committed suicide, by shooting herself, three years ago, owing to the brutal treatment of her husband. bbox=[799, 24, 947, 75]
table-cell: 234 bbox=[1043, 667, 1081, 676]
table-cell: 986 bbox=[1009, 616, 1044, 625]
nelson-text: February 16. A fatal accident, under curious circumstances, has occurred at Golden Bay. Thomas Scott was playing see-saw, that is, standing back to back with another man, with their arms hooked, bbox=[650, 1142, 795, 1186]
table-cell: 381 bbox=[1009, 624, 1044, 633]
